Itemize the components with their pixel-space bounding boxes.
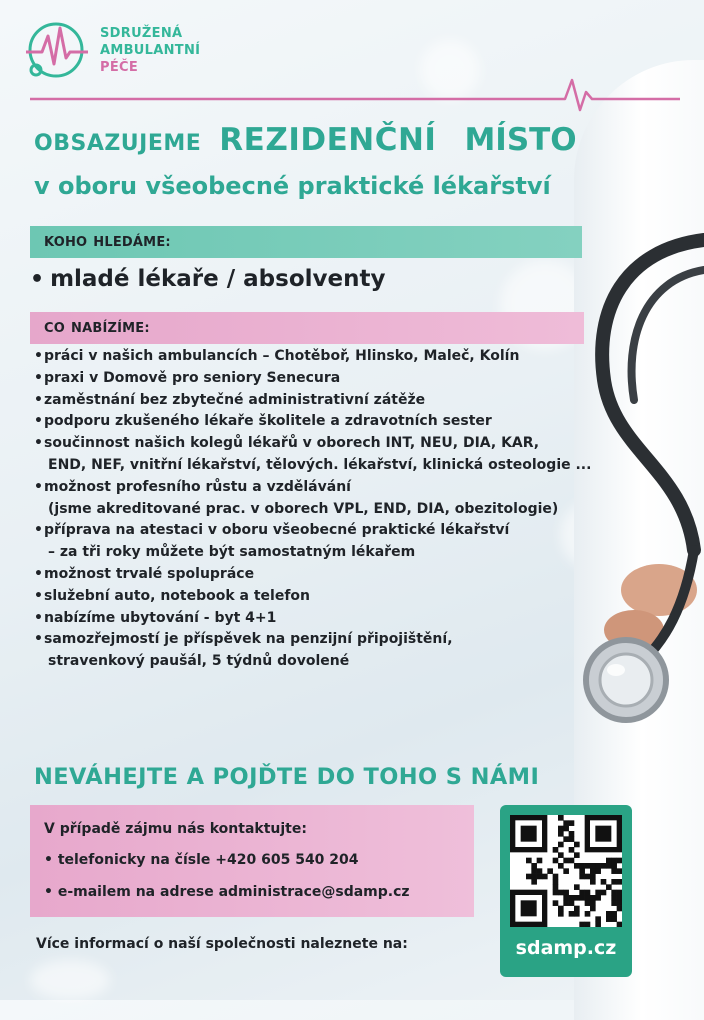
offer-item [34,651,591,673]
offer-item-text: (jsme akreditované prac. v oborech VPL, END, DIA, obezitologie) [48,500,559,517]
contact-intro: V případě zájmu nás kontaktujte: [44,821,307,837]
bullet-icon: • [34,369,43,386]
who-label-2: HLEDÁME: [93,234,171,250]
bullet-icon: • [34,478,43,495]
headline-big-1: REZIDENČNÍ [219,122,437,158]
headline [34,122,577,158]
contact-box [30,805,474,917]
bokeh-light [30,960,110,1000]
bullet-icon: • [34,522,43,539]
offer-item-text: příprava na atestaci v oboru všeobecné praktické lékařství [44,522,510,539]
headline-big-2: MÍSTO [464,122,577,158]
bullet-icon: • [34,435,43,452]
offer-item [34,477,591,499]
offer-item-text: možnost trvalé spolupráce [44,565,255,582]
offer-item-text: nabízíme ubytování - byt 4+1 [44,609,277,626]
offer-item-text: END, NEF, vnitřní lékařství, tělových. lékařství, klinická osteologie ... [48,456,592,473]
offer-item [34,520,591,542]
offer-item [34,586,591,608]
offer-item-text: zaměstnání bez zbytečné administrativní zátěže [44,391,426,408]
target-audience [30,266,385,292]
offer-item [34,346,591,368]
offer-item [34,368,591,390]
logo-line2: AMBULANTNÍ [100,43,201,58]
offer-item [34,433,591,455]
logo-text [100,25,200,76]
offer-item-text: součinnost našich kolegů lékařů v oborech INT, NEU, DIA, KAR, [44,435,540,452]
offer-item-text: práci v našich ambulancích – Chotěboř, Hlinsko, Maleč, Kolín [44,348,520,364]
bullet-icon: • [34,348,43,364]
call-to-action: NEVÁHEJTE A POJĎTE DO TOHO S NÁMI [34,764,540,790]
offer-list [34,346,591,673]
qr-card[interactable] [500,805,632,977]
offer-label-1: CO [44,320,65,336]
qr-code-icon [510,815,622,927]
offer-item-text: možnost profesního růstu a vzdělávání [44,478,351,495]
offer-item [34,411,591,433]
offer-item [34,564,591,586]
subheadline: v oboru všeobecné praktické lékařství [34,172,551,200]
offer-item-text: – za tři roky můžete být samostatným lékařem [48,544,416,561]
qr-code[interactable] [510,815,622,927]
bullet-icon: • [34,391,43,408]
who-label-1: KOHO [44,234,88,250]
bullet-icon: • [34,565,43,582]
offer-item-text: služební auto, notebook a telefon [44,587,311,604]
bullet-icon: • [34,587,43,604]
bullet-icon: • [34,631,43,648]
offer-bar [30,312,584,344]
bullet-icon: • [34,609,43,626]
offer-item-text: samozřejmostí je příspěvek na penzijní připojištění, [44,631,453,648]
offer-item [34,629,591,651]
who-bar [30,226,582,258]
offer-item-text: stravenkový paušál, 5 týdnů dovolené [48,653,350,670]
offer-item [34,455,591,477]
offer-label-2: NABÍZÍME: [71,320,150,336]
offer-item [34,542,591,564]
pulse-line-icon [30,70,680,120]
logo-line1: SDRUŽENÁ [100,26,183,41]
bullet-icon: • [30,267,45,292]
offer-item-text: podporu zkušeného lékaře školitele a zdravotních sester [44,413,492,430]
target-text: mladé lékaře / absolventy [50,266,386,292]
more-info-text: Více informací o naší společnosti naleznete na: [36,936,408,952]
offer-item [34,390,591,412]
contact-phone: • telefonicky na čísle +420 605 540 204 [44,852,359,868]
offer-item [34,499,591,521]
offer-item [34,608,591,630]
logo-line3: PÉČE [100,60,139,75]
headline-small: OBSAZUJEME [34,131,202,156]
bullet-icon: • [34,413,43,430]
contact-email: • e-mailem na adrese administrace@sdamp.cz [44,884,410,900]
offer-item-text: praxi v Domově pro seniory Senecura [44,369,341,386]
website-url[interactable]: sdamp.cz [515,937,617,959]
